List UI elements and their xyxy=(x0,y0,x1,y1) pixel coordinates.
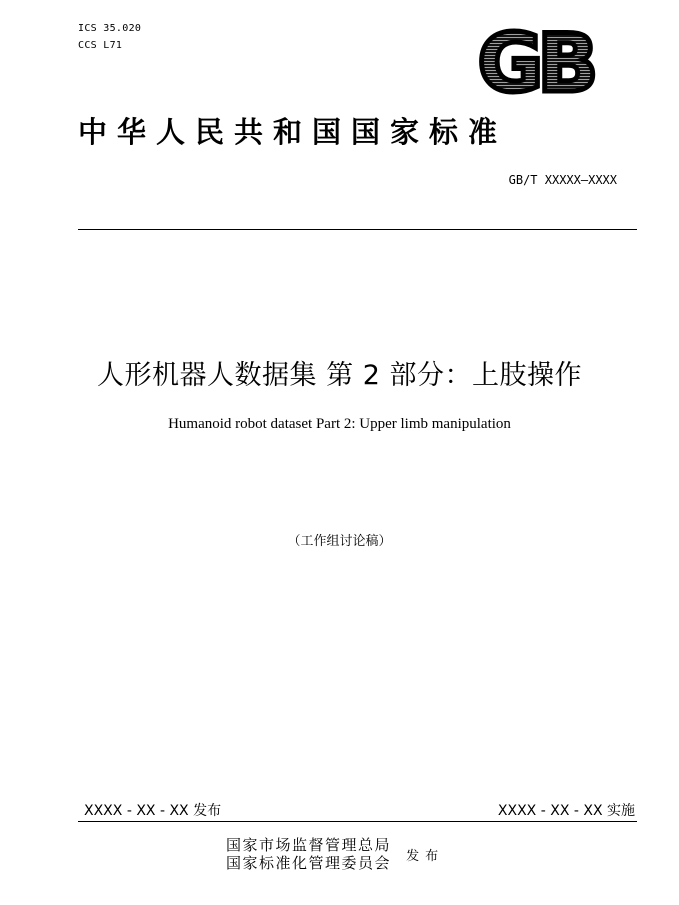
implementation-date: XXXX - XX - XX 实施 xyxy=(497,803,635,819)
issuer-names xyxy=(226,836,391,872)
gb-logo-text: GB xyxy=(477,27,593,97)
issuer-org-1: 国家市场监督管理总局 xyxy=(226,836,392,854)
issuer-block xyxy=(226,836,444,872)
issue-date: XXXX - XX - XX 发布 xyxy=(84,803,222,819)
gb-logo xyxy=(467,27,603,97)
ccs-code: CCS L71 xyxy=(78,40,123,51)
issuer-verb: 发布 xyxy=(406,848,445,864)
top-divider xyxy=(78,229,637,230)
title-chinese: 人形机器人数据集 第 2 部分：上肢操作 xyxy=(97,360,582,391)
draft-status: （工作组讨论稿） xyxy=(287,534,392,549)
ics-code: ICS 35.020 xyxy=(78,23,142,34)
bottom-divider xyxy=(78,821,637,822)
classification-codes xyxy=(78,20,141,54)
issuer-org-2: 国家标准化管理委员会 xyxy=(226,854,392,872)
standard-number: GB/T XXXXX—XXXX xyxy=(508,173,617,187)
standard-category: 中华人民共和国国家标准 xyxy=(78,115,508,149)
title-english: Humanoid robot dataset Part 2: Upper limb manipulation xyxy=(168,416,511,432)
